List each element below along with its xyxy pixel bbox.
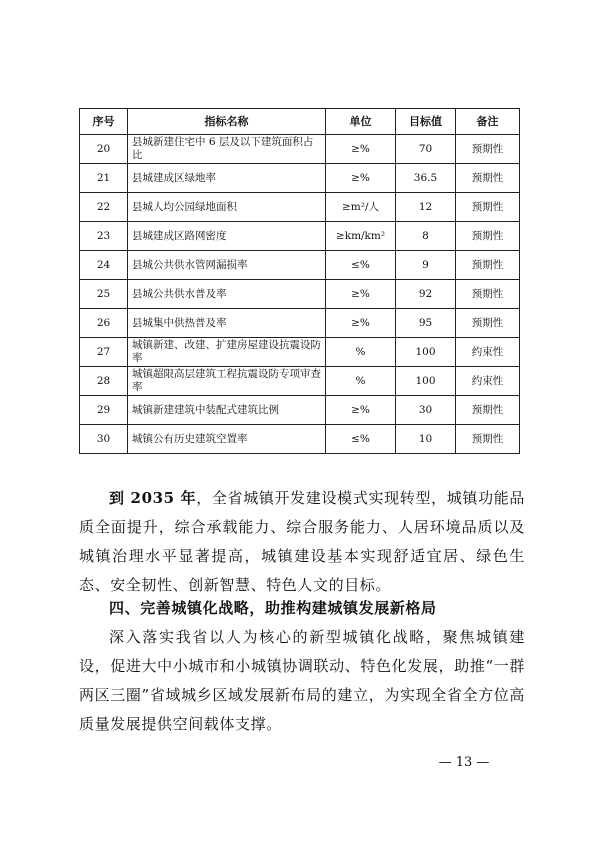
- row-target: 100: [396, 338, 456, 367]
- row-target: 92: [396, 280, 456, 309]
- table-row: [80, 367, 520, 396]
- row-name: 城镇公有历史建筑空置率: [128, 425, 326, 454]
- row-note: 预期性: [456, 164, 520, 193]
- row-note: 预期性: [456, 280, 520, 309]
- row-note: 预期性: [456, 193, 520, 222]
- table-row: [80, 338, 520, 367]
- table-row: [80, 135, 520, 164]
- row-num: 23: [80, 222, 128, 251]
- row-num: 30: [80, 425, 128, 454]
- row-num: 25: [80, 280, 128, 309]
- row-num: 27: [80, 338, 128, 367]
- table-row: [80, 309, 520, 338]
- row-name: 城镇超限高层建筑工程抗震设防专项审查率: [128, 367, 326, 396]
- row-name: 县城人均公园绿地面积: [128, 193, 326, 222]
- row-target: 30: [396, 396, 456, 425]
- row-note: 预期性: [456, 425, 520, 454]
- row-num: 29: [80, 396, 128, 425]
- row-num: 20: [80, 135, 128, 164]
- table-row: [80, 193, 520, 222]
- row-name: 县城新建住宅中 6 层及以下建筑面积占比: [128, 135, 326, 164]
- table-row: [80, 222, 520, 251]
- row-num: 21: [80, 164, 128, 193]
- row-target: 100: [396, 367, 456, 396]
- row-num: 24: [80, 251, 128, 280]
- row-unit: ≥km/km²: [326, 222, 396, 251]
- table-row: [80, 280, 520, 309]
- goal-lead: 到 2035 年: [109, 489, 197, 507]
- row-name: 县城公共供水普及率: [128, 280, 326, 309]
- table-header-row: [80, 109, 520, 135]
- row-unit: %: [326, 367, 396, 396]
- header-name: 指标名称: [128, 109, 326, 135]
- section-heading: 四、完善城镇化战略，助推构建城镇发展新格局: [109, 599, 437, 617]
- row-unit: ≥m²/人: [326, 193, 396, 222]
- table-row: [80, 251, 520, 280]
- row-target: 10: [396, 425, 456, 454]
- header-num: 序号: [80, 109, 128, 135]
- row-note: 约束性: [456, 338, 520, 367]
- row-unit: ≥%: [326, 396, 396, 425]
- row-target: 36.5: [396, 164, 456, 193]
- table-row: [80, 425, 520, 454]
- row-unit: ≥%: [326, 135, 396, 164]
- row-target: 70: [396, 135, 456, 164]
- row-note: 约束性: [456, 367, 520, 396]
- row-unit: %: [326, 338, 396, 367]
- row-target: 9: [396, 251, 456, 280]
- row-name: 城镇新建建筑中装配式建筑比例: [128, 396, 326, 425]
- row-name: 县城公共供水管网漏损率: [128, 251, 326, 280]
- page-number: — 13 —: [438, 755, 490, 770]
- row-num: 26: [80, 309, 128, 338]
- row-name: 县城集中供热普及率: [128, 309, 326, 338]
- indicator-table: [79, 108, 520, 454]
- header-target: 目标值: [396, 109, 456, 135]
- row-target: 12: [396, 193, 456, 222]
- row-note: 预期性: [456, 135, 520, 164]
- row-unit: ≤%: [326, 251, 396, 280]
- table-row: [80, 164, 520, 193]
- row-unit: ≤%: [326, 425, 396, 454]
- row-note: 预期性: [456, 396, 520, 425]
- header-note: 备注: [456, 109, 520, 135]
- row-unit: ≥%: [326, 164, 396, 193]
- row-num: 28: [80, 367, 128, 396]
- row-note: 预期性: [456, 309, 520, 338]
- row-num: 22: [80, 193, 128, 222]
- row-unit: ≥%: [326, 280, 396, 309]
- row-name: 县城建成区路网密度: [128, 222, 326, 251]
- goal-text: ，全省城镇开发建设模式实现转型，城镇功能品质全面提升，综合承载能力、综合服务能力、人居环境品质以及城镇治理水平显著提高，城镇建设基本实现舒适宜居、绿色生态、安全韧性、创新智慧、特色人文的目标。: [79, 489, 525, 594]
- header-unit: 单位: [326, 109, 396, 135]
- strategy-paragraph: 深入落实我省以人为核心的新型城镇化战略，聚焦城镇建设，促进大中小城市和小城镇协调联动、特色化发展，助推“一群两区三圈”省域城乡区域发展新布局的建立，为实现全省全方位高质量发展提供空间载体支撑。: [79, 628, 525, 733]
- row-name: 城镇新建、改建、扩建房屋建设抗震设防率: [128, 338, 326, 367]
- table-row: [80, 396, 520, 425]
- row-note: 预期性: [456, 222, 520, 251]
- row-target: 8: [396, 222, 456, 251]
- row-name: 县城建成区绿地率: [128, 164, 326, 193]
- row-target: 95: [396, 309, 456, 338]
- goal-paragraph: [79, 484, 525, 600]
- row-unit: ≥%: [326, 309, 396, 338]
- row-note: 预期性: [456, 251, 520, 280]
